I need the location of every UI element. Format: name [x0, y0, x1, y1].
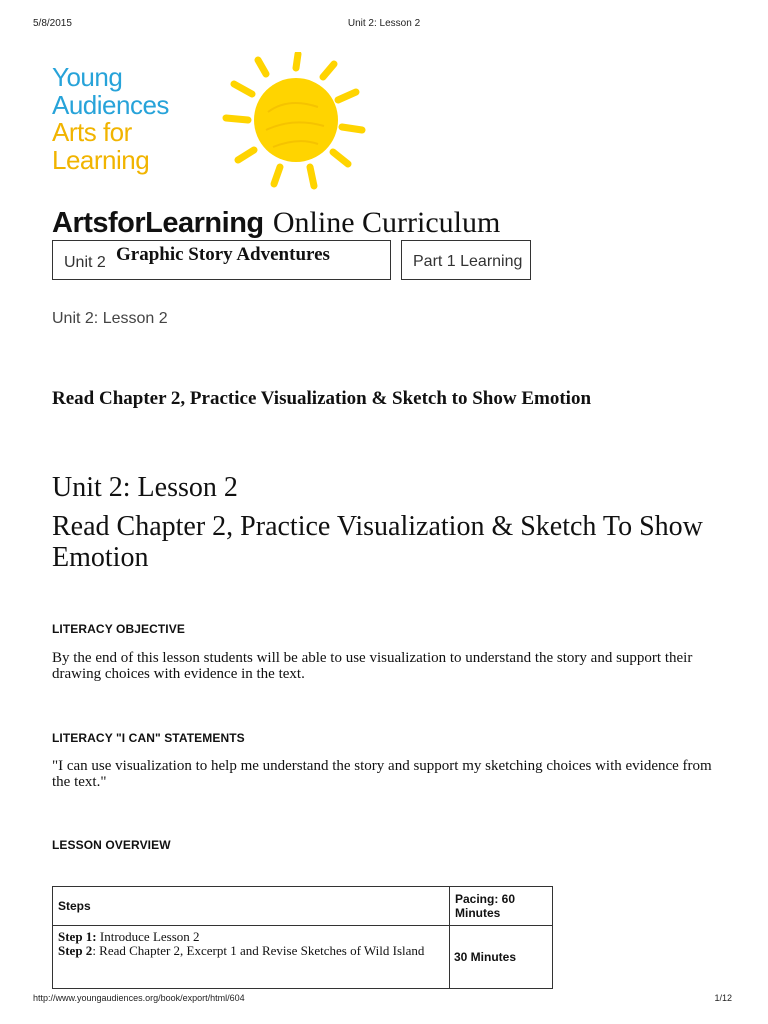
page-subtitle: Read Chapter 2, Practice Visualization & Sketch To Show Emotion: [52, 511, 703, 573]
logo-line-young: Young: [52, 62, 123, 92]
part-box[interactable]: [401, 240, 531, 280]
logo-line-arts-for: Arts for: [52, 117, 132, 147]
table-row: [53, 926, 553, 989]
curriculum-title: [52, 205, 500, 240]
logo-line-learning: Learning: [52, 144, 150, 175]
i-can-heading: LITERACY "I CAN" STATEMENTS: [52, 731, 245, 745]
print-page-number: 1/12: [714, 993, 732, 1003]
steps-cell: [53, 926, 450, 989]
literacy-objective-text: By the end of this lesson students will be able to use visualization to understand the story and support their drawing choices with evidence in the text.: [52, 650, 693, 682]
breadcrumb: Unit 2: Lesson 2: [52, 310, 168, 327]
step-2-text: : Read Chapter 2, Excerpt 1 and Revise Sketches of Wild Island: [92, 943, 425, 958]
logo-line-audiences: Audiences: [52, 89, 169, 120]
page-title: Unit 2: Lesson 2: [52, 472, 238, 503]
curriculum-suffix: Online Curriculum: [272, 206, 501, 239]
literacy-objective-heading: LITERACY OBJECTIVE: [52, 622, 185, 636]
curriculum-brand: ArtsforLearning: [52, 207, 264, 239]
part-label: Part 1 Learning: [413, 253, 523, 270]
print-page-title: Unit 2: Lesson 2: [347, 18, 421, 29]
table-header-row: [53, 887, 553, 926]
i-can-text: "I can use visualization to help me understand the story and support my sketching choices with evidence from the text.": [52, 758, 712, 790]
pacing-cell: 30 Minutes: [450, 926, 553, 989]
print-date: 5/8/2015: [33, 18, 72, 29]
unit-title: Graphic Story Adventures: [116, 244, 330, 265]
young-audiences-logo[interactable]: [52, 64, 169, 174]
unit-label: Unit 2: [64, 254, 106, 271]
step-1-text: Introduce Lesson 2: [96, 929, 200, 944]
unit-box[interactable]: [52, 240, 391, 280]
step-2-label: Step 2: [58, 943, 93, 958]
steps-header: Steps: [53, 887, 450, 926]
lesson-overview-table: [52, 886, 553, 989]
print-url: http://www.youngaudiences.org/book/export/html/604: [33, 993, 245, 1003]
pacing-header: Pacing: 60 Minutes: [450, 887, 553, 926]
step-1-label: Step 1:: [58, 929, 97, 944]
lesson-overview-heading: LESSON OVERVIEW: [52, 838, 171, 852]
sun-icon: [218, 52, 368, 192]
lesson-heading: Read Chapter 2, Practice Visualization & Sketch to Show Emotion: [52, 388, 592, 409]
